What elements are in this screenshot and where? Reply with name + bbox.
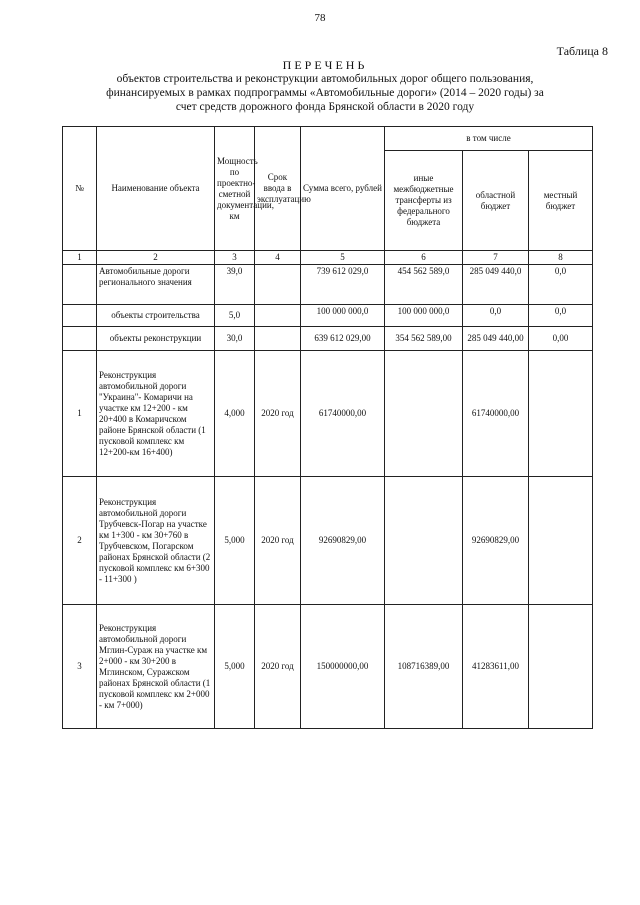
header-name: Наименование объекта (97, 127, 215, 251)
page-number: 78 (314, 12, 326, 24)
summary-term (255, 327, 301, 351)
title-line-3: счет средств дорожного фонда Брянской области в 2020 году (175, 101, 475, 113)
row-transfers (385, 477, 463, 605)
row-regional: 61740000,00 (463, 351, 529, 477)
header-local: местный бюджет (529, 151, 593, 251)
col-number: 1 (63, 251, 97, 265)
col-number: 5 (301, 251, 385, 265)
summary-local: 0,0 (529, 265, 593, 305)
row-capacity: 5,000 (215, 477, 255, 605)
row-local (529, 351, 593, 477)
summary-name: объекты реконструкции (97, 327, 215, 351)
summary-row (63, 265, 593, 305)
col-number: 2 (97, 251, 215, 265)
row-capacity: 4,000 (215, 351, 255, 477)
header-num: № (63, 127, 97, 251)
row-local (529, 477, 593, 605)
row-transfers (385, 351, 463, 477)
summary-term (255, 305, 301, 327)
summary-transfers: 354 562 589,00 (385, 327, 463, 351)
row-transfers: 108716389,00 (385, 605, 463, 729)
objects-table (62, 126, 593, 729)
summary-capacity: 30,0 (215, 327, 255, 351)
row-name: Реконструкция автомобильной дороги "Украина"- Комаричи на участке км 12+200 - км 20+400 в Комаричском районе Брянской области (1 пусковой комплекс км 12+200-км 16+400) (97, 351, 215, 477)
summary-capacity: 5,0 (215, 305, 255, 327)
summary-local: 0,0 (529, 305, 593, 327)
header-transfers: иные межбюджетные трансферты из федерального бюджета (385, 151, 463, 251)
header-term: Срок ввода в эксплуатацию (255, 127, 301, 251)
row-total: 92690829,00 (301, 477, 385, 605)
row-term: 2020 год (255, 605, 301, 729)
summary-regional: 0,0 (463, 305, 529, 327)
table-row (63, 605, 593, 729)
header-capacity: Мощность по проектно-сметной документации, км (215, 127, 255, 251)
row-name: Реконструкция автомобильной дороги Мглин-Сураж на участке км 2+000 - км 30+200 в Мглинском, Суражском районах Брянской области (1 пусковой комплекс км 2+000 - км 7+000) (97, 605, 215, 729)
summary-num (63, 305, 97, 327)
col-number: 6 (385, 251, 463, 265)
col-number: 4 (255, 251, 301, 265)
title-block (60, 58, 590, 114)
summary-transfers: 454 562 589,0 (385, 265, 463, 305)
summary-total: 639 612 029,00 (301, 327, 385, 351)
summary-total: 100 000 000,0 (301, 305, 385, 327)
summary-transfers: 100 000 000,0 (385, 305, 463, 327)
row-total: 150000000,00 (301, 605, 385, 729)
row-regional: 92690829,00 (463, 477, 529, 605)
row-local (529, 605, 593, 729)
col-number: 3 (215, 251, 255, 265)
summary-total: 739 612 029,0 (301, 265, 385, 305)
row-regional: 41283611,00 (463, 605, 529, 729)
table-label: Таблица 8 (556, 44, 608, 58)
header-regional: областной бюджет (463, 151, 529, 251)
row-total: 61740000,00 (301, 351, 385, 477)
summary-regional: 285 049 440,0 (463, 265, 529, 305)
row-num: 2 (63, 477, 97, 605)
summary-num (63, 327, 97, 351)
summary-row (63, 327, 593, 351)
summary-regional: 285 049 440,00 (463, 327, 529, 351)
row-name: Реконструкция автомобильной дороги Трубчевск-Погар на участке км 1+300 - км 30+760 в Трубчевском, Погарском районах Брянской области (2 пусковой комплекс км 6+300 - 11+300 ) (97, 477, 215, 605)
row-capacity: 5,000 (215, 605, 255, 729)
summary-capacity: 39,0 (215, 265, 255, 305)
summary-num (63, 265, 97, 305)
header-incl: в том числе (385, 127, 593, 151)
summary-name: объекты строительства (97, 305, 215, 327)
row-num: 3 (63, 605, 97, 729)
summary-term (255, 265, 301, 305)
row-term: 2020 год (255, 351, 301, 477)
summary-local: 0,00 (529, 327, 593, 351)
title-line-2: финансируемых в рамках подпрограммы «Автомобильные дороги» (2014 – 2020 годы) за (106, 87, 544, 99)
table-row (63, 477, 593, 605)
title-line-1: объектов строительства и реконструкции автомобильных дорог общего пользования, (116, 73, 534, 85)
header-total: Сумма всего, рублей (301, 127, 385, 251)
summary-name: Автомобильные дороги регионального значения (97, 265, 215, 305)
summary-row (63, 305, 593, 327)
title-main: ПЕРЕЧЕНЬ (282, 58, 368, 72)
row-term: 2020 год (255, 477, 301, 605)
col-number: 7 (463, 251, 529, 265)
col-number: 8 (529, 251, 593, 265)
row-num: 1 (63, 351, 97, 477)
table-row (63, 351, 593, 477)
